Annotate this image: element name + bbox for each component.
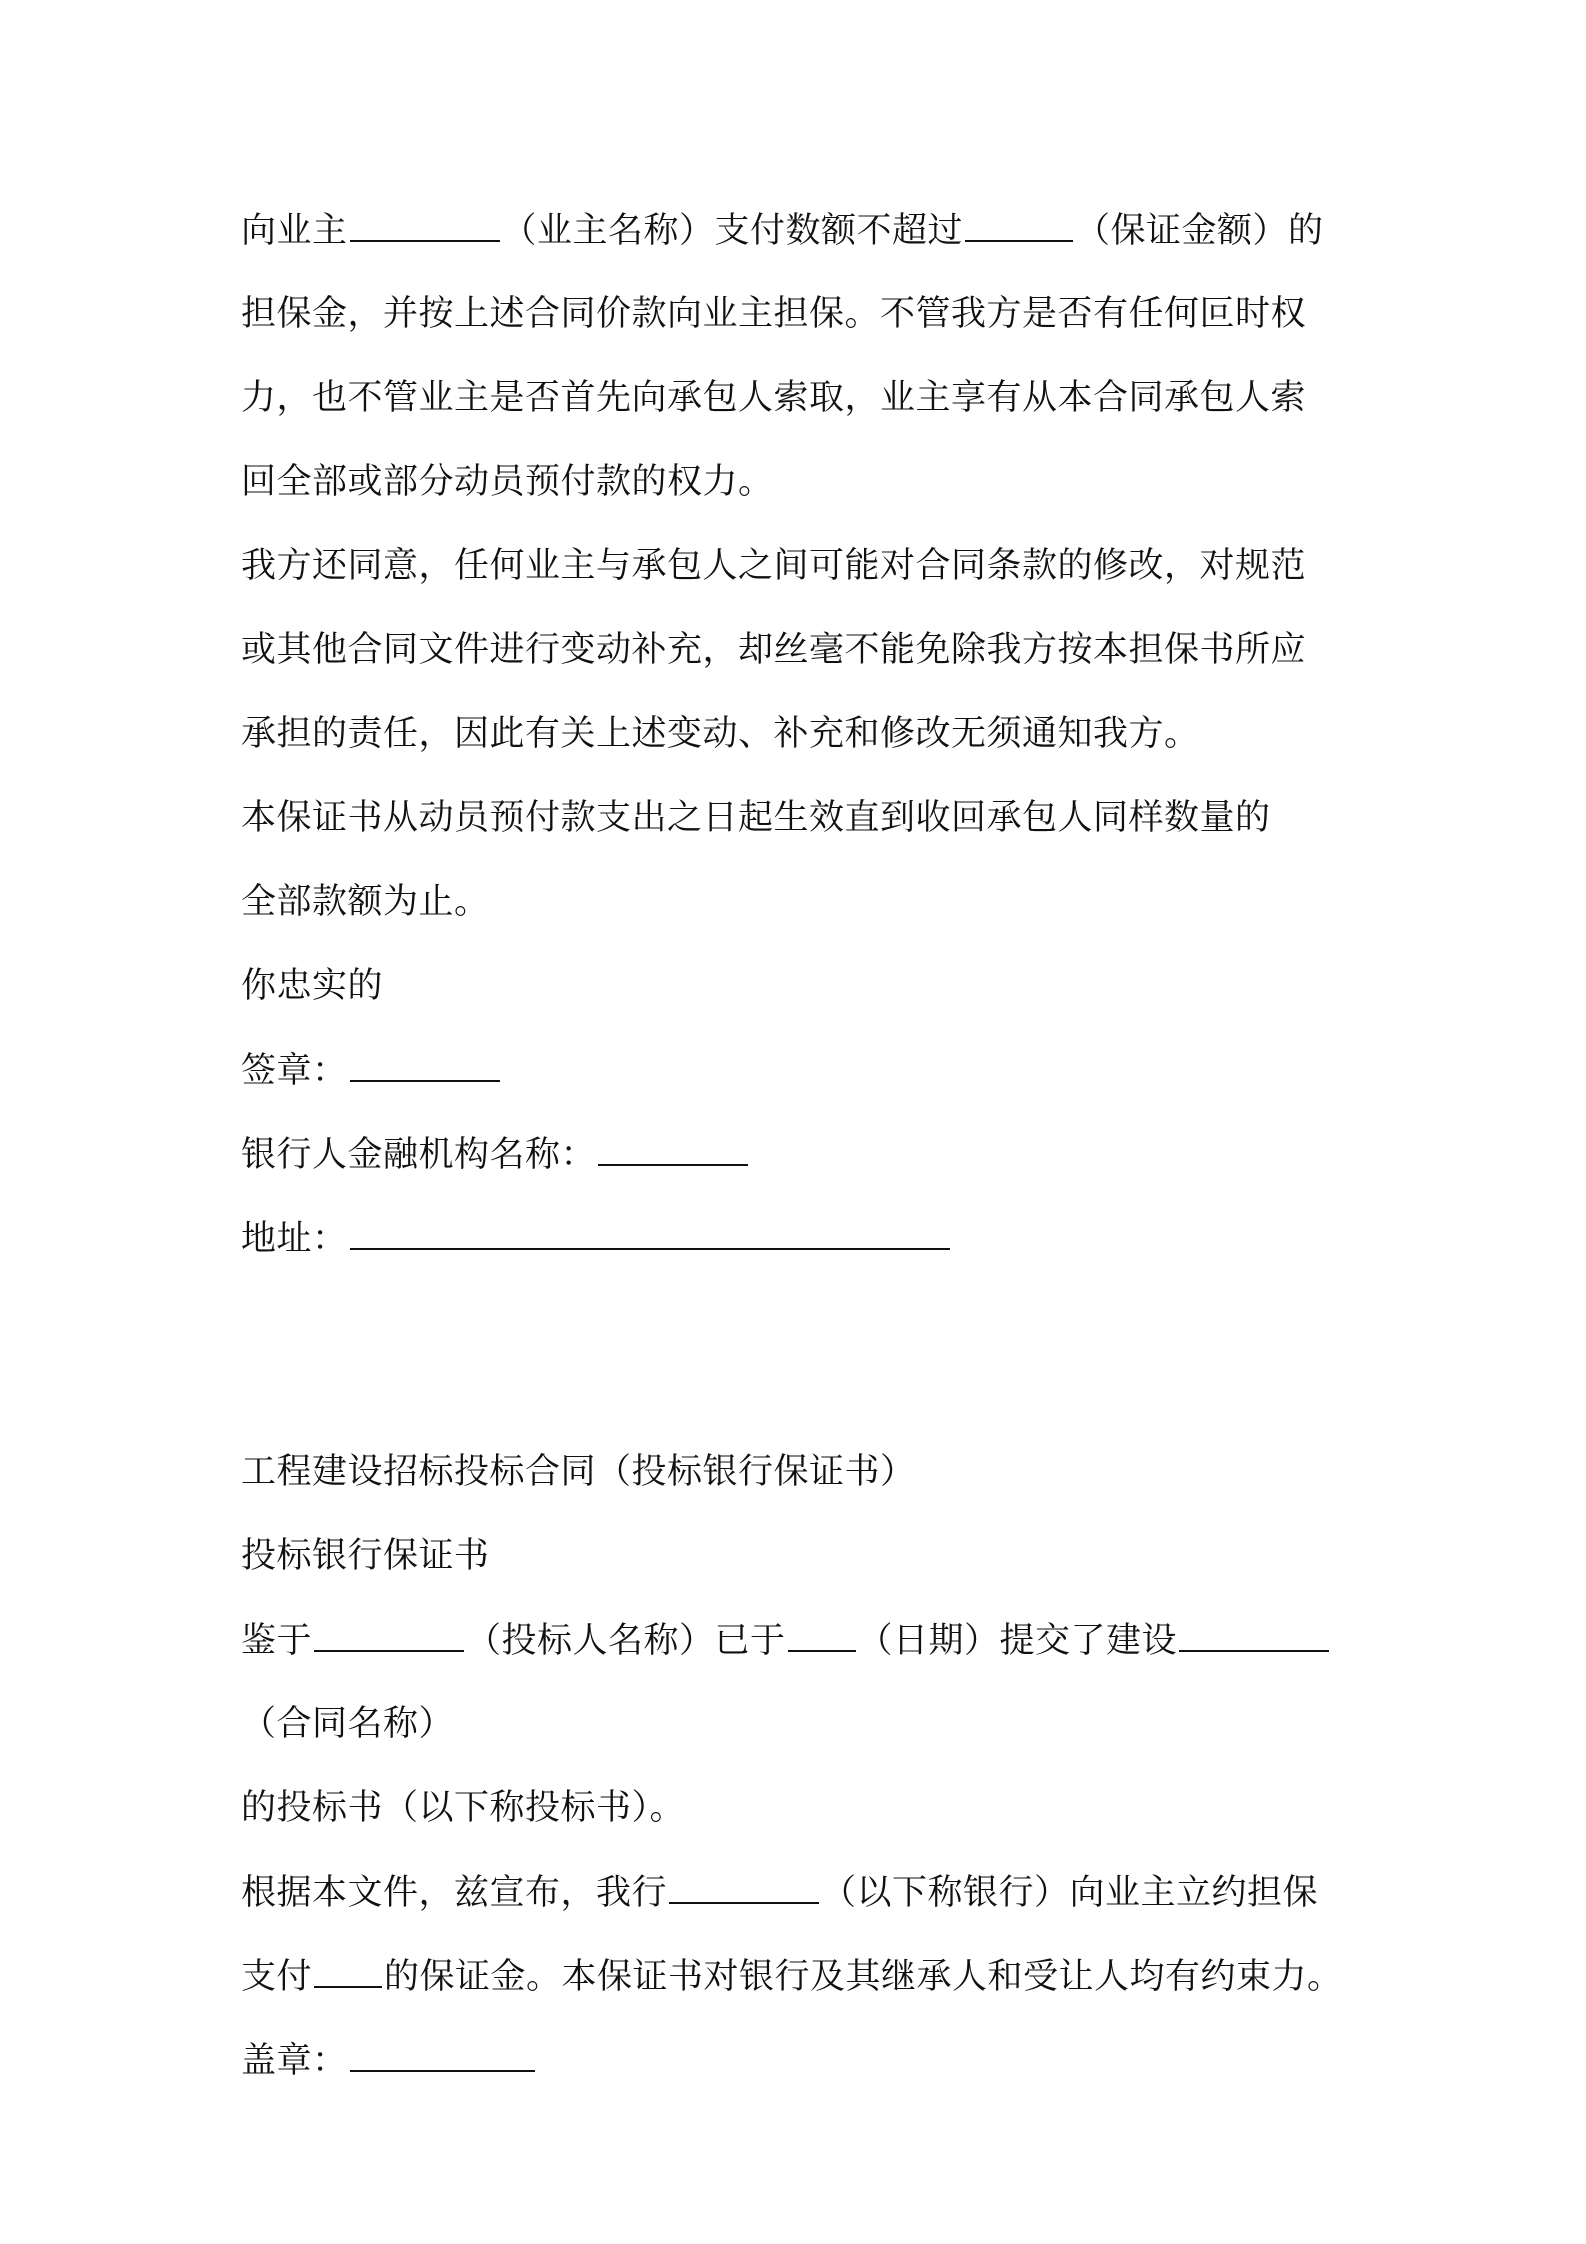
section-2-paragraph-1-line-2: （合同名称） <box>241 1704 455 1744</box>
text-segment: （保证金额）的 <box>1075 211 1324 251</box>
date-blank <box>788 1608 856 1652</box>
paragraph-1-line-2: 担保金，并按上述合同价款向业主担保。不管我方是否有任何叵时权 <box>241 294 1307 334</box>
amount-blank <box>314 1944 382 1988</box>
bank-name-label: 银行人金融机构名称： <box>241 1135 597 1175</box>
text-segment: 根据本文件，兹宣布，我行 <box>241 1873 668 1913</box>
section-2-subtitle: 投标银行保证书 <box>241 1536 490 1576</box>
bidder-name-blank <box>314 1608 464 1652</box>
section-gap <box>241 1290 1381 1440</box>
section-2-paragraph-1-line-3: 的投标书（以下称投标书）。 <box>241 1788 686 1828</box>
document-body <box>241 198 1381 2112</box>
bank-name-line <box>241 1122 1381 1206</box>
bank-blank <box>669 1860 819 1904</box>
text-segment: （以下称银行）向业主立约担保 <box>821 1873 1319 1913</box>
closing-text: 你忠实的 <box>241 966 384 1006</box>
bank-name-blank <box>598 1122 748 1166</box>
text-segment: 的保证金。本保证书对银行及其继承人和受让人均有约束力。 <box>384 1957 1343 1997</box>
signature-blank <box>350 1038 500 1082</box>
text-segment: 鉴于 <box>241 1621 313 1661</box>
paragraph-3-line-1: 本保证书从动员预付款支出之日起生效直到收回承包人同样数量的 <box>241 798 1271 838</box>
guarantee-amount-blank <box>965 198 1073 242</box>
seal-blank <box>350 2028 535 2072</box>
section-2-paragraph-2 <box>241 1860 1381 1944</box>
paragraph-2-line-3: 承担的责任，因此有关上述变动、补充和修改无须通知我方。 <box>241 714 1200 754</box>
seal-label: 盖章： <box>241 2041 348 2081</box>
text-segment: 向业主 <box>241 211 348 251</box>
seal-line <box>241 2028 1381 2112</box>
address-label: 地址： <box>241 1219 348 1259</box>
address-blank <box>350 1206 950 1250</box>
text-segment: 支付 <box>241 1957 313 1997</box>
signature-line <box>241 1038 1381 1122</box>
text-segment: （投标人名称）已于 <box>466 1621 786 1661</box>
paragraph-1-line-1 <box>241 198 1381 282</box>
owner-name-blank <box>350 198 500 242</box>
paragraph-2-line-1: 我方还同意，任何业主与承包人之间可能对合同条款的修改，对规范 <box>241 546 1307 586</box>
section-2-paragraph-1-line-1 <box>241 1608 1381 1692</box>
paragraph-1-line-3: 力，也不管业主是否首先向承包人索取，业主享有从本合同承包人索 <box>241 378 1307 418</box>
address-line <box>241 1206 1381 1290</box>
contract-name-blank <box>1179 1608 1329 1652</box>
paragraph-3-line-2: 全部款额为止。 <box>241 882 490 922</box>
section-2-title: 工程建设招标投标合同（投标银行保证书） <box>241 1452 916 1492</box>
paragraph-1-line-4: 回全部或部分动员预付款的权力。 <box>241 462 774 502</box>
signature-label: 签章： <box>241 1051 348 1091</box>
text-segment: （业主名称）支付数额不超过 <box>501 211 964 251</box>
text-segment: （日期）提交了建设 <box>857 1621 1178 1661</box>
paragraph-2-line-2: 或其他合同文件进行变动补充，却丝毫不能免除我方按本担保书所应 <box>241 630 1307 670</box>
section-2-paragraph-3 <box>241 1944 1381 2028</box>
